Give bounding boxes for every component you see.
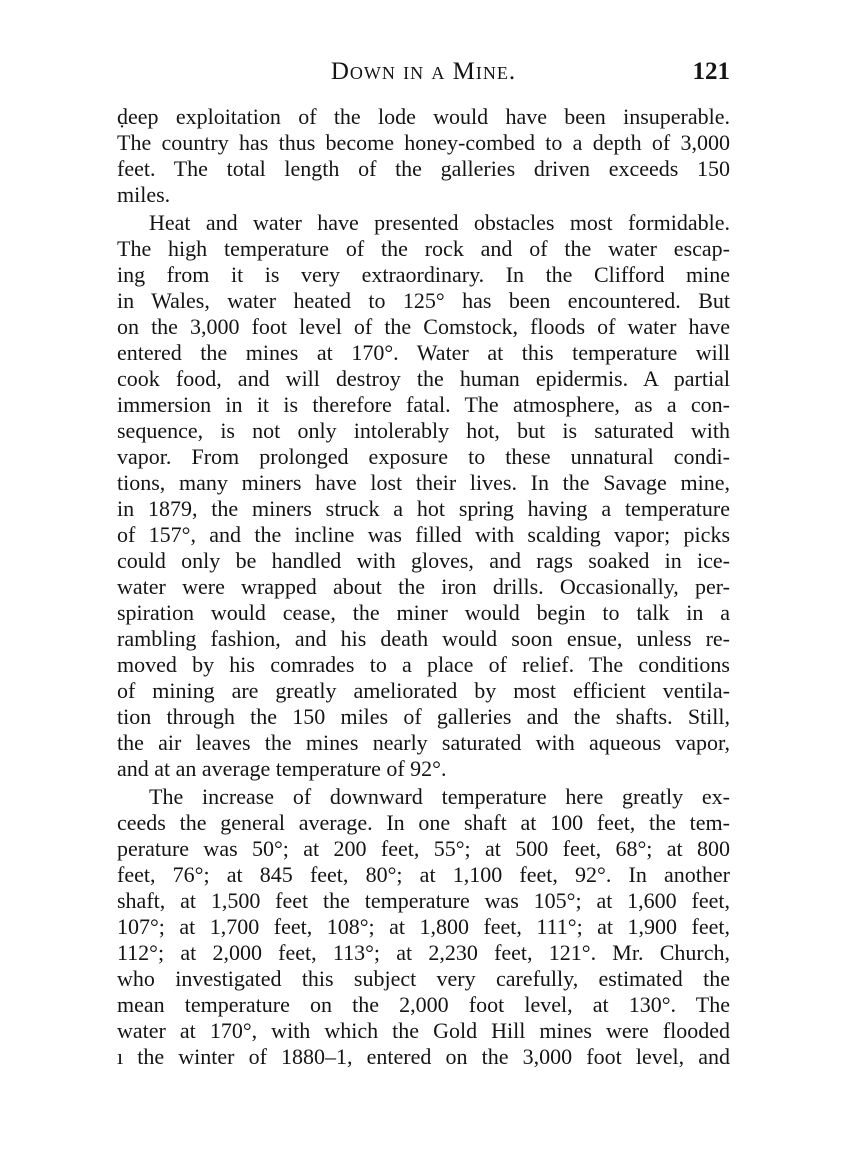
- text-line: tion through the 150 miles of galleries and the shafts. Still,: [117, 704, 730, 729]
- text-line: shaft, at 1,500 feet the temperature was 105°; at 1,600 feet,: [117, 888, 730, 913]
- text-line: ing from it is very extraordinary. In the Clifford mine: [117, 262, 730, 287]
- text-line: tions, many miners have lost their lives. In the Savage mine,: [117, 470, 730, 495]
- text-line: mean temperature on the 2,000 foot level, at 130°. The: [117, 992, 730, 1017]
- paragraph: [117, 104, 730, 208]
- text-line: could only be handled with gloves, and rags soaked in ice-: [117, 548, 730, 573]
- text-line: water were wrapped about the iron drills. Occasionally, per-: [117, 574, 730, 599]
- text-line: ı the winter of 1880–1, entered on the 3,000 foot level, and: [117, 1044, 730, 1069]
- text-line: in Wales, water heated to 125° has been encountered. But: [117, 288, 730, 313]
- text-line: Heat and water have presented obstacles most formidable.: [149, 210, 730, 235]
- text-line: cook food, and will destroy the human epidermis. A partial: [117, 366, 730, 391]
- text-line: 107°; at 1,700 feet, 108°; at 1,800 feet, 111°; at 1,900 feet,: [117, 914, 730, 939]
- text-line: The country has thus become honey-combed to a depth of 3,000: [117, 130, 730, 155]
- text-line: The high temperature of the rock and of the water escap-: [117, 236, 730, 261]
- text-line: 112°; at 2,000 feet, 113°; at 2,230 feet, 121°. Mr. Church,: [117, 940, 730, 965]
- text-line: who investigated this subject very carefully, estimated the: [117, 966, 730, 991]
- text-line: feet. The total length of the galleries driven exceeds 150: [117, 156, 730, 181]
- text-line: spiration would cease, the miner would begin to talk in a: [117, 600, 730, 625]
- text-line: ḍeep exploitation of the lode would have been insuperable.: [117, 104, 730, 129]
- text-line: in 1879, the miners struck a hot spring having a temperature: [117, 496, 730, 521]
- text-line: entered the mines at 170°. Water at this temperature will: [117, 340, 730, 365]
- text-line: ceeds the general average. In one shaft at 100 feet, the tem-: [117, 810, 730, 835]
- text-line: water at 170°, with which the Gold Hill mines were flooded: [117, 1018, 730, 1043]
- running-head: [117, 56, 730, 90]
- text-line: miles.: [117, 182, 171, 207]
- text-line: immersion in it is therefore fatal. The atmosphere, as a con-: [117, 392, 730, 417]
- paragraph: [117, 784, 730, 1070]
- text-line: feet, 76°; at 845 feet, 80°; at 1,100 feet, 92°. In another: [117, 862, 730, 887]
- text-line: The increase of downward temperature here greatly ex-: [149, 784, 730, 809]
- text-line: perature was 50°; at 200 feet, 55°; at 500 feet, 68°; at 800: [117, 836, 730, 861]
- text-line: of 157°, and the incline was filled with scalding vapor; picks: [117, 522, 730, 547]
- text-line: sequence, is not only intolerably hot, but is saturated with: [117, 418, 730, 443]
- paragraph: [117, 210, 730, 782]
- text-line: moved by his comrades to a place of relief. The conditions: [117, 652, 730, 677]
- text-line: on the 3,000 foot level of the Comstock, floods of water have: [117, 314, 730, 339]
- text-line: the air leaves the mines nearly saturated with aqueous vapor,: [117, 730, 730, 755]
- body-text: [117, 104, 730, 1070]
- page-number: 121: [692, 58, 730, 85]
- text-line: rambling fashion, and his death would soon ensue, unless re-: [117, 626, 730, 651]
- running-title: Down in a Mine.: [330, 58, 517, 85]
- text-line: vapor. From prolonged exposure to these unnatural condi-: [117, 444, 730, 469]
- text-line: of mining are greatly ameliorated by most efficient ventila-: [117, 678, 730, 703]
- text-line: and at an average temperature of 92°.: [117, 756, 447, 781]
